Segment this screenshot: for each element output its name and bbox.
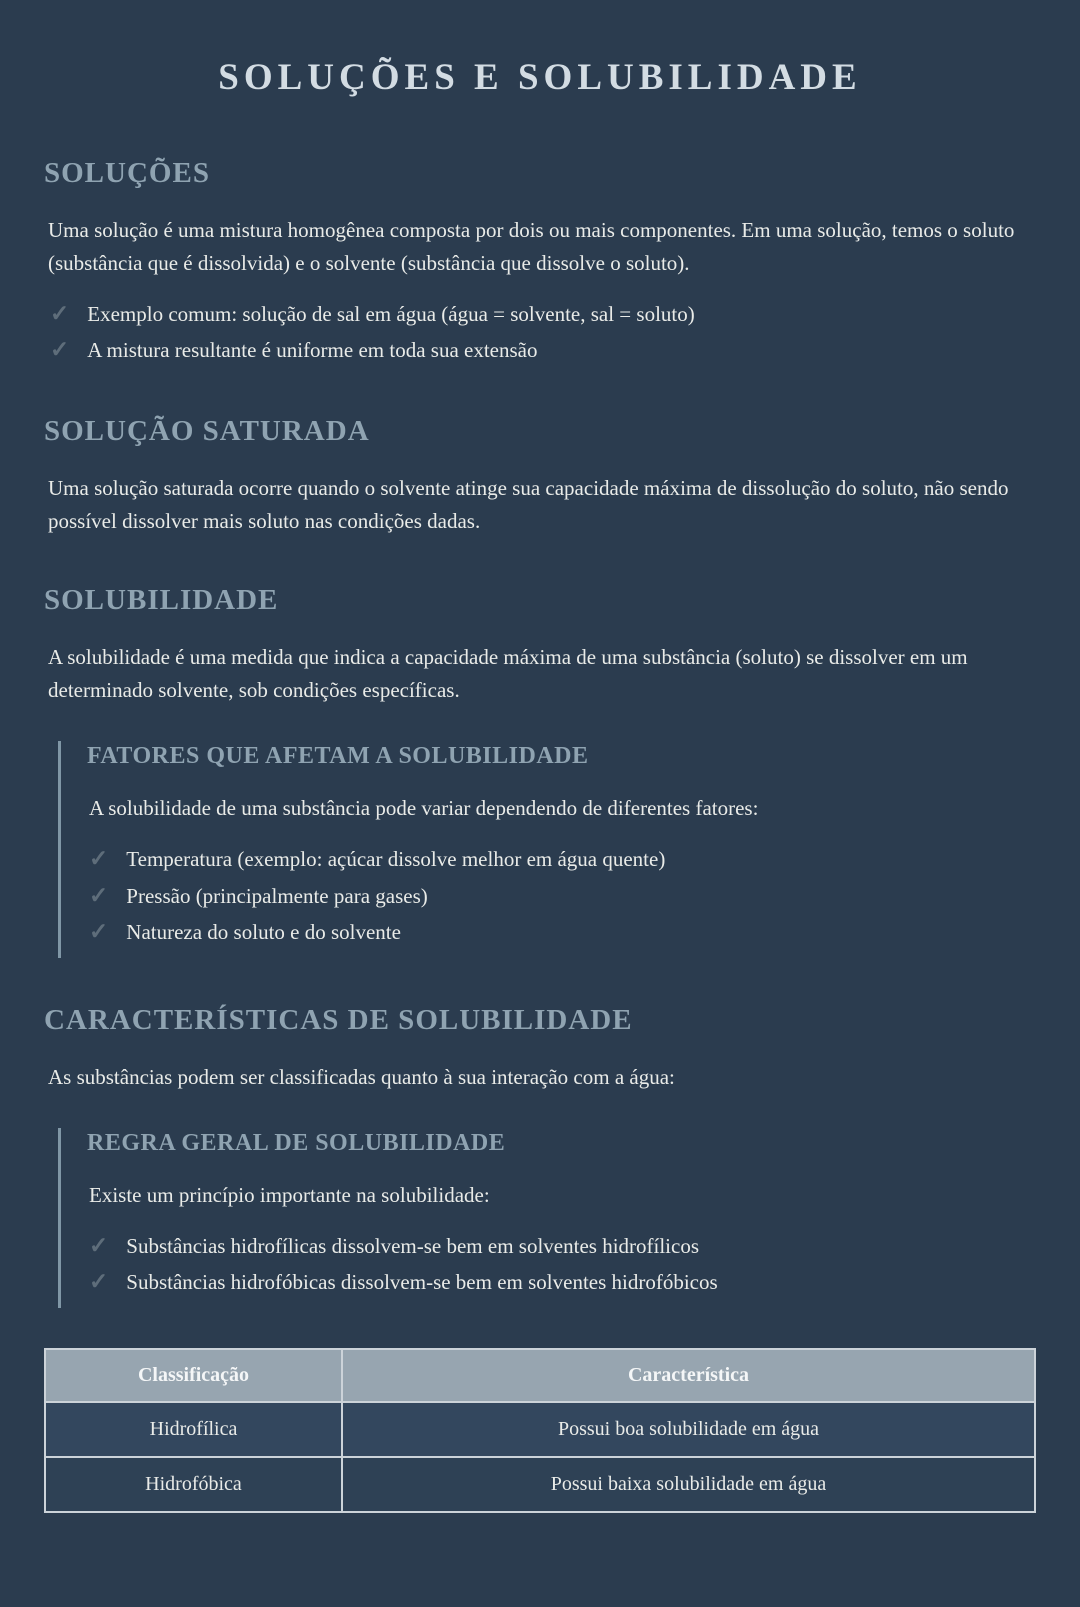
- check-icon: ✓: [89, 846, 109, 872]
- table-cell-classification: Hidrofóbica: [45, 1457, 342, 1512]
- section-caracteristicas-heading: CARACTERÍSTICAS DE SOLUBILIDADE: [44, 1003, 633, 1036]
- solucoes-check-list: [44, 296, 1036, 368]
- table-header-caracteristica: Característica: [342, 1349, 1035, 1402]
- check-icon: ✓: [89, 1269, 109, 1295]
- subsection-regra-paragraph: Existe um princípio importante na solubilidade:: [89, 1182, 490, 1207]
- check-icon: ✓: [50, 301, 70, 327]
- section-caracteristicas-paragraph: As substâncias podem ser classificadas quanto à sua interação com a água:: [48, 1064, 675, 1089]
- list-item: [44, 332, 1036, 368]
- list-item-text: A mistura resultante é uniforme em toda sua extensão: [87, 338, 538, 363]
- subsection-regra-heading: REGRA GERAL DE SOLUBILIDADE: [87, 1129, 506, 1156]
- section-saturada-paragraph: Uma solução saturada ocorre quando o solvente atinge sua capacidade máxima de dissolução do soluto, não sendo possível dissolver mais soluto nas condições dadas.: [48, 475, 1009, 533]
- page-title: SOLUÇÕES E SOLUBILIDADE: [218, 57, 862, 98]
- section-solubilidade-paragraph: A solubilidade é uma medida que indica a capacidade máxima de uma substância (soluto) se dissolver em um determinado solvente, sob condições específicas.: [48, 644, 968, 703]
- table-header-classificacao: Classificação: [45, 1349, 342, 1402]
- check-icon: ✓: [89, 882, 109, 908]
- section-saturada: [44, 415, 1036, 538]
- list-item: [44, 296, 1036, 332]
- table-row: [45, 1402, 1035, 1457]
- check-icon: ✓: [50, 337, 70, 363]
- solubility-classification-table: [44, 1348, 1036, 1513]
- check-icon: ✓: [89, 918, 109, 944]
- table-cell-characteristic: Possui baixa solubilidade em água: [342, 1457, 1035, 1512]
- list-item: [87, 914, 1036, 950]
- section-solucoes-heading: SOLUÇÕES: [44, 157, 210, 189]
- list-item: [87, 878, 1036, 914]
- subsection-fatores: [58, 741, 1036, 958]
- regra-check-list: [87, 1228, 1036, 1300]
- section-solucoes: [44, 157, 1036, 369]
- section-saturada-heading: SOLUÇÃO SATURADA: [44, 414, 370, 447]
- fatores-check-list: [87, 841, 1036, 949]
- list-item: [87, 841, 1036, 877]
- list-item: [87, 1264, 1036, 1300]
- subsection-fatores-paragraph: A solubilidade de uma substância pode variar dependendo de diferentes fatores:: [89, 796, 759, 821]
- subsection-fatores-heading: FATORES QUE AFETAM A SOLUBILIDADE: [87, 743, 589, 770]
- table-row: [45, 1457, 1035, 1512]
- subsection-regra: [58, 1128, 1036, 1308]
- check-icon: ✓: [89, 1233, 109, 1259]
- list-item-text: Substâncias hidrofílicas dissolvem-se bem em solventes hidrofílicos: [126, 1234, 700, 1259]
- table-header-row: [45, 1349, 1035, 1402]
- list-item-text: Temperatura (exemplo: açúcar dissolve melhor em água quente): [126, 847, 666, 872]
- section-solubilidade: [44, 584, 1036, 958]
- list-item-text: Exemplo comum: solução de sal em água (água = solvente, sal = soluto): [87, 302, 695, 327]
- list-item-text: Natureza do soluto e do solvente: [126, 919, 401, 944]
- section-solubilidade-heading: SOLUBILIDADE: [44, 583, 279, 616]
- section-caracteristicas: [44, 1004, 1036, 1514]
- list-item: [87, 1228, 1036, 1264]
- table-cell-classification: Hidrofílica: [45, 1402, 342, 1457]
- section-solucoes-paragraph: Uma solução é uma mistura homogênea composta por dois ou mais componentes. Em uma solução, temos o soluto (substância que é dissolvida) e o solvente (substância que dissolve o soluto).: [48, 218, 1015, 276]
- list-item-text: Substâncias hidrofóbicas dissolvem-se bem em solventes hidrofóbicos: [126, 1270, 718, 1295]
- table-cell-characteristic: Possui boa solubilidade em água: [342, 1402, 1035, 1457]
- list-item-text: Pressão (principalmente para gases): [126, 883, 428, 908]
